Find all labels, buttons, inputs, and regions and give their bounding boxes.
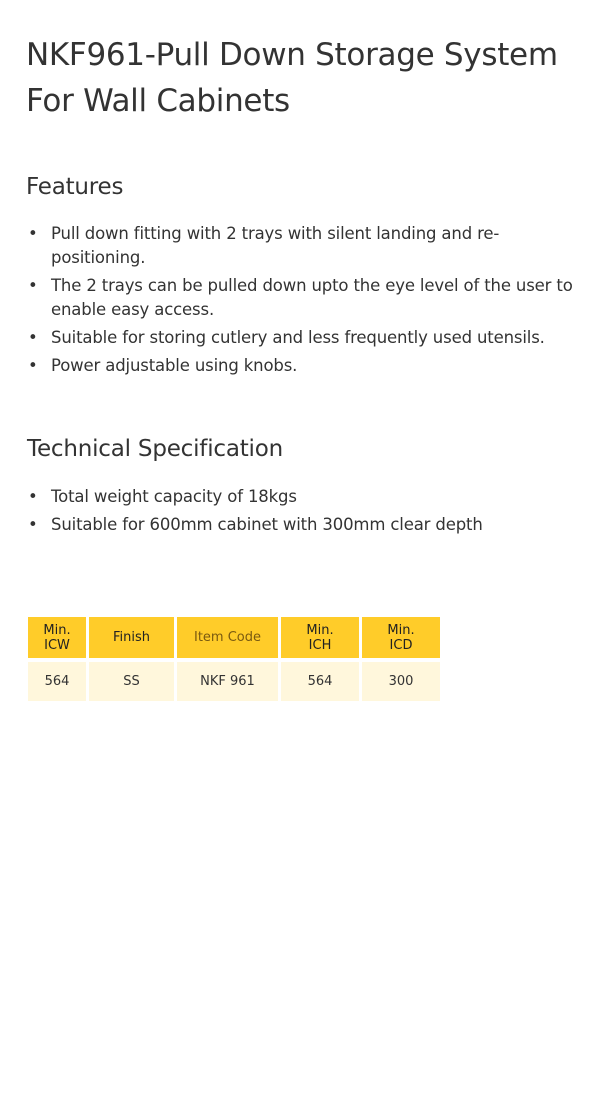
spec-item-text: Suitable for 600mm cabinet with 300mm clear depth <box>51 515 483 534</box>
bullet-icon: • <box>28 224 38 243</box>
spec-table-header-row <box>28 617 443 662</box>
bullet-icon: • <box>28 276 38 295</box>
feature-item <box>26 222 581 270</box>
spec-item-text: Total weight capacity of 18kgs <box>51 487 297 506</box>
feature-item <box>26 354 581 378</box>
feature-item-text: The 2 trays can be pulled down upto the eye level of the user to enable easy access. <box>51 276 573 319</box>
cell-finish: SS <box>89 662 177 701</box>
features-list <box>26 222 581 382</box>
table-row <box>28 662 443 701</box>
technical-specification-heading: Technical Specification <box>27 436 283 462</box>
technical-specification-list <box>26 485 581 541</box>
cell-min-icw: 564 <box>28 662 89 701</box>
page-title <box>26 32 586 124</box>
bullet-icon: • <box>28 515 38 534</box>
bullet-icon: • <box>28 328 38 347</box>
header-min-icw <box>28 617 89 662</box>
header-text: Min. <box>43 622 71 638</box>
feature-item-text: Suitable for storing cutlery and less frequently used utensils. <box>51 328 545 347</box>
header-finish <box>89 617 177 662</box>
page-title-line-1: NKF961-Pull Down Storage System <box>26 37 558 73</box>
header-item-code <box>177 617 281 662</box>
spec-table <box>28 617 443 701</box>
header-text: Min. <box>306 622 334 638</box>
header-text: ICW <box>44 637 70 653</box>
feature-item <box>26 326 581 350</box>
features-heading: Features <box>26 174 124 200</box>
header-min-ich <box>281 617 362 662</box>
cell-item-code: NKF 961 <box>177 662 281 701</box>
feature-item-text: Pull down fitting with 2 trays with silent landing and re-positioning. <box>51 224 500 267</box>
bullet-icon: • <box>28 487 38 506</box>
header-text: ICH <box>308 637 332 653</box>
spec-item <box>26 513 581 537</box>
header-text: Item Code <box>193 630 261 645</box>
header-text: Finish <box>112 630 150 645</box>
header-text: Min. <box>387 622 415 638</box>
header-text: ICD <box>389 637 413 653</box>
feature-item-text: Power adjustable using knobs. <box>51 356 298 375</box>
cell-min-icd: 300 <box>362 662 443 701</box>
spec-item <box>26 485 581 509</box>
feature-item <box>26 274 581 322</box>
page-title-line-2: For Wall Cabinets <box>26 83 290 119</box>
bullet-icon: • <box>28 356 38 375</box>
header-min-icd <box>362 617 443 662</box>
cell-min-ich: 564 <box>281 662 362 701</box>
